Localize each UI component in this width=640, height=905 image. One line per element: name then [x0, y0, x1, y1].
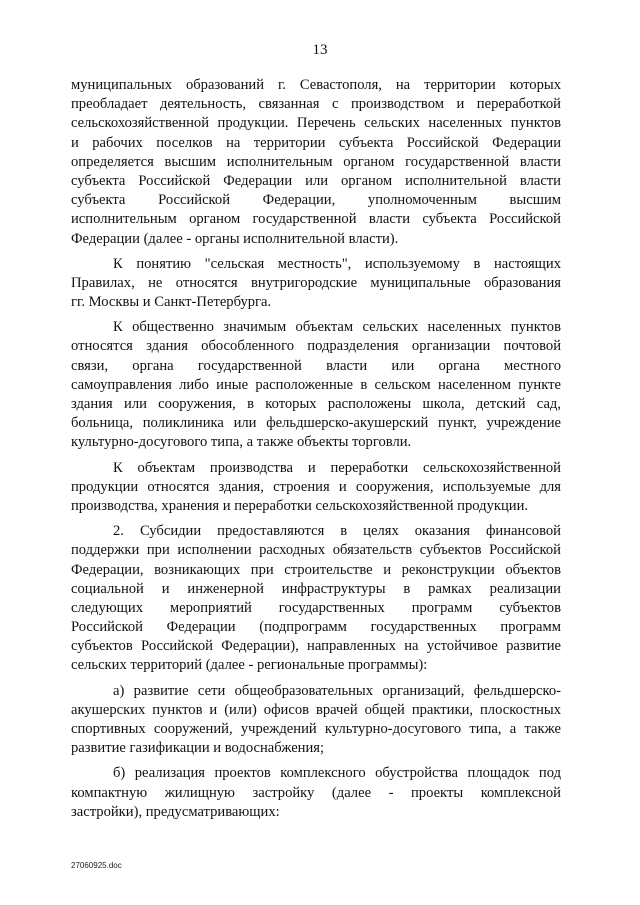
- text-line: продукции относятся здания, строения и сооружения, используемые для: [71, 478, 561, 495]
- document-body: [71, 76, 561, 828]
- text-line: самоуправления либо иные расположенные в сельском населенном пункте: [71, 376, 561, 393]
- text-line: относятся здания обособленного подразделения организации почтовой: [71, 338, 561, 355]
- text-line: б) реализация проектов комплексного обустройства площадок под: [113, 765, 561, 782]
- text-line: поддержки при исполнении расходных обязательств субъектов Российской: [71, 542, 561, 559]
- text-line: производства, хранения и переработки сельскохозяйственной продукции.: [71, 497, 529, 514]
- text-line: субъекта Российской Федерации, уполномоченным высшим: [71, 192, 561, 209]
- paragraph: [71, 764, 561, 822]
- text-line: культурно-досугового типа, а также объекты торговли.: [71, 434, 412, 451]
- text-line: муниципальных образований г. Севастополя, на территории которых: [71, 77, 561, 93]
- paragraph: [71, 682, 561, 759]
- text-line: гг. Москвы и Санкт-Петербурга.: [71, 294, 272, 311]
- paragraph: [71, 318, 561, 452]
- text-line: К понятию "сельская местность", используемому в настоящих: [113, 255, 561, 272]
- paragraph: [71, 255, 561, 313]
- page-number: 13: [312, 42, 328, 58]
- text-line: Правилах, не относятся внутригородские муниципальные образования: [71, 274, 561, 291]
- text-line: социальной и инженерной инфраструктуры в рамках реализации: [71, 580, 561, 597]
- text-line: К объектам производства и переработки сельскохозяйственной: [113, 459, 561, 476]
- text-line: Федерации, возникающих при строительстве и реконструкции объектов: [71, 561, 561, 578]
- text-line: следующих мероприятий государственных программ субъектов: [71, 599, 561, 616]
- text-line: связи, органа государственной власти или органа местного: [71, 357, 561, 374]
- text-line: компактную жилищную застройку (далее - проекты комплексной: [71, 784, 561, 801]
- text-line: сельских территорий (далее - региональные программы):: [71, 657, 428, 674]
- text-line: застройки), предусматривающих:: [71, 803, 280, 820]
- text-line: исполнительным органом государственной власти субъекта Российской: [71, 211, 561, 228]
- text-line: субъектов Российской Федерации), направленных на устойчивое развитие: [71, 638, 561, 655]
- paragraph: [71, 459, 561, 517]
- text-line: акушерских пунктов и (или) офисов врачей общей практики, плоскостных: [71, 701, 561, 718]
- text-line: развитие газификации и водоснабжения;: [71, 740, 325, 757]
- text-line: спортивных сооружений, учреждений культурно-досугового типа, а также: [71, 721, 561, 737]
- text-line: больница, поликлиника или фельдшерско-акушерский пункт, учреждение: [71, 415, 561, 432]
- text-line: а) развитие сети общеобразовательных организаций, фельдшерско-: [113, 682, 561, 699]
- paragraph: [71, 76, 561, 249]
- file-code: 27060925.doc: [71, 861, 122, 870]
- text-line: здания или сооружения, в которых расположены школа, детский сад,: [71, 396, 561, 412]
- text-line: и рабочих поселков на территории субъекта Российской Федерации: [71, 134, 561, 151]
- text-line: определяется высшим исполнительным органом государственной власти: [71, 153, 561, 170]
- text-line: 2. Субсидии предоставляются в целях оказания финансовой: [113, 523, 561, 540]
- paragraph: [71, 522, 561, 676]
- text-line: Федерации (далее - органы исполнительной власти).: [71, 230, 399, 247]
- text-line: сельскохозяйственной продукции. Перечень сельских населенных пунктов: [71, 115, 561, 132]
- text-line: Российской Федерации (подпрограмм государственных программ: [71, 619, 561, 636]
- text-line: преобладает деятельность, связанная с производством и переработкой: [71, 96, 561, 113]
- text-line: К общественно значимым объектам сельских населенных пунктов: [113, 319, 561, 336]
- text-line: субъекта Российской Федерации или органом исполнительной власти: [71, 172, 561, 189]
